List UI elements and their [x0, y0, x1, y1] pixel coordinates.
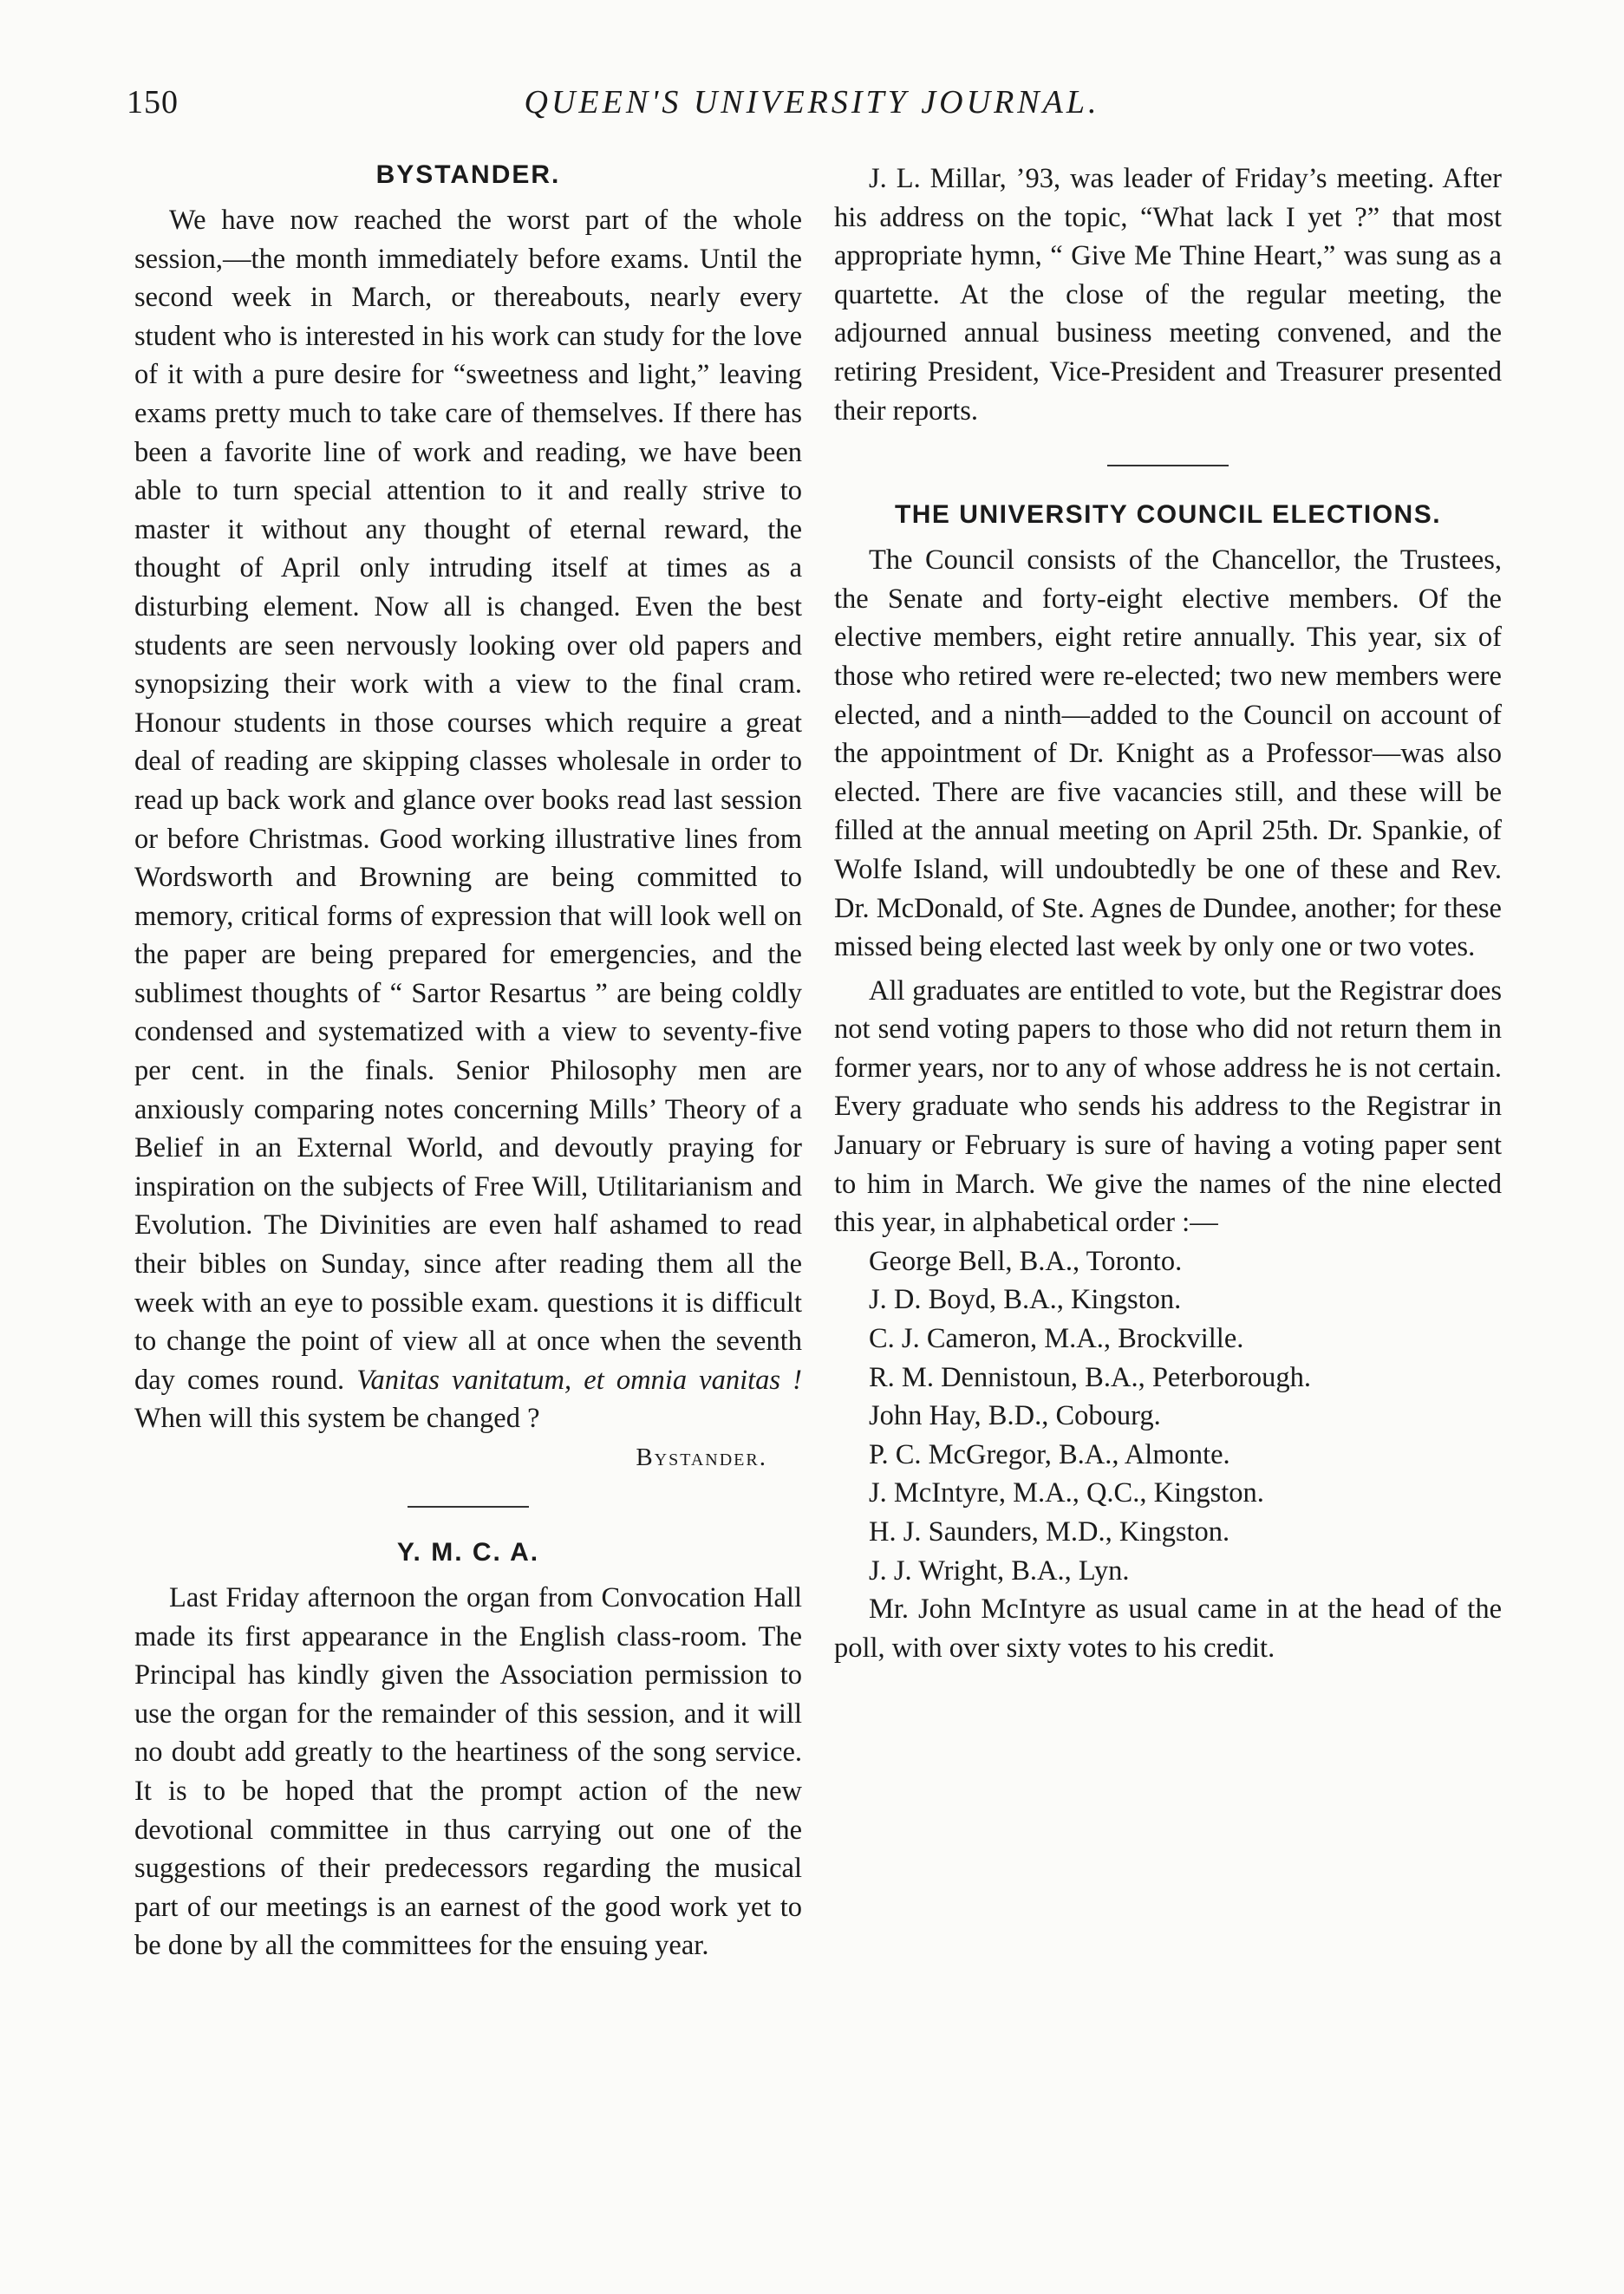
bystander-heading: BYSTANDER. — [375, 160, 561, 189]
list-item: George Bell, B.A., Toronto. — [869, 1245, 1183, 1277]
list-item: P. C. McGregor, B.A., Almonte. — [869, 1438, 1230, 1470]
bystander-latin-quote: Vanitas vanitatum, et omnia vanitas ! — [356, 1364, 802, 1396]
council-paragraph-2: All graduates are entitled to vote, but the Registrar does not send voting papers to those who did not return them in former years, nor to any of whose address he is not certain. Every graduate who sends his address to the Registrar in January or February is sure of having a voting paper sent to him in March. We give the names of the nine elected this year, in alphabetical order :— — [834, 974, 1502, 1239]
list-item: J. J. Wright, B.A., Lyn. — [869, 1554, 1130, 1587]
council-paragraph-1: The Council consists of the Chancellor, the Trustees, the Senate and forty-eight elective members. Of the elective members, eight retire annually. This year, six of those who retired were re-elected; two new members were elected, and a ninth—added to the Council on account of the appointment of Dr. Knight as a Professor—was also elected. There are five vacancies still, and these will be filled at the annual meeting on April 25th. Dr. Spankie, of Wolfe Island, will undoubtedly be one of these and Rev. Dr. McDonald, of Ste. Agnes de Dundee, another; for these missed being elected last week by only one or two votes. — [834, 544, 1502, 963]
journal-title: QUEEN'S UNIVERSITY JOURNAL. — [524, 84, 1100, 121]
bystander-signature: Bystander. — [636, 1444, 767, 1471]
elected-members-list — [834, 1242, 1502, 1590]
ymca-paragraph-1: Last Friday afternoon the organ from Convocation Hall made its first appearance in the English class-room. The Principal has kindly given the Association permission to use the organ for the remainder of this session, and it will no doubt add greatly to the heartiness of the song service. It is to be hoped that the prompt action of the new devotional committee in thus carrying out one of the suggestions of their predecessors regarding the musical part of our meetings is an earnest of the good work yet to be done by all the committees for the ensuing year. — [134, 1582, 802, 1962]
council-article — [834, 496, 1502, 1667]
list-item: H. J. Saunders, M.D., Kingston. — [869, 1516, 1230, 1548]
list-item: R. M. Dennistoun, B.A., Peterborough. — [869, 1361, 1312, 1393]
bystander-article — [134, 156, 802, 1475]
right-column — [834, 160, 1502, 1667]
council-heading: THE UNIVERSITY COUNCIL ELECTIONS. — [894, 500, 1442, 530]
ymca-article — [134, 1534, 802, 1965]
ymca-paragraph-2: J. L. Millar, ’93, was leader of Friday’s meeting. After his address on the topic, “What lack I yet ?” that most appropriate hymn, “ Give Me Thine Heart,” was sung as a quartette. At the close of the regular meeting, the adjourned annual business meeting convened, and the retiring President, Vice-President and Treasurer presented their reports. — [834, 163, 1502, 427]
bystander-paragraph — [134, 201, 802, 1438]
section-divider — [408, 1506, 529, 1508]
section-divider — [1107, 465, 1229, 466]
list-item: J. D. Boyd, B.A., Kingston. — [869, 1284, 1182, 1316]
ymca-heading: Y. M. C. A. — [396, 1538, 540, 1567]
left-column — [134, 156, 802, 1965]
council-paragraph-3: Mr. John McIntyre as usual came in at the head of the poll, with over sixty votes to his credit. — [834, 1593, 1502, 1664]
bystander-closing-question: When will this system be changed ? — [134, 1403, 540, 1435]
bystander-text: We have now reached the worst part of the whole session,—the month immediately before exams. Until the second week in March, or thereabouts, nearly every student who is interested in his work can study for the love of it with a pure desire for “sweetness and light,” leaving exams pretty much to take care of themselves. If there has been a favorite line of work and reading, we have been able to turn special attention to it and really strive to master it without any thought of eternal reward, the thought of April only intruding itself at times as a disturbing element. Now all is changed. Even the best students are seen nervously looking over old papers and synopsizing their work with a view to the final cram. Honour students in those courses which require a great deal of reading are skipping classes wholesale in order to read up back work and glance over books read last session or before Christmas. Good working illustrative lines from Wordsworth and Browning are being committed to memory, critical forms of expression that will look well on the paper are being prepared for emergencies, and the sublimest thoughts of “ Sartor Resartus ” are being coldly condensed and systematized with a view to seventy-five per cent. in the finals. Senior Philosophy men are anxiously comparing notes concerning Mills’ Theory of a Belief in an External World, and devoutly praying for inspiration on the subjects of Free Will, Utilitarianism and Evolution. The Divinities are even half ashamed to read their bibles on Sunday, since after reading them all the week with an eye to possible exam. questions it is difficult to change the point of view all at once when the seventh day comes round. — [134, 205, 802, 1396]
page-number: 150 — [127, 84, 179, 121]
list-item: C. J. Cameron, M.A., Brockville. — [869, 1323, 1244, 1355]
list-item: J. McIntyre, M.A., Q.C., Kingston. — [869, 1477, 1264, 1509]
list-item: John Hay, B.D., Cobourg. — [869, 1400, 1161, 1432]
